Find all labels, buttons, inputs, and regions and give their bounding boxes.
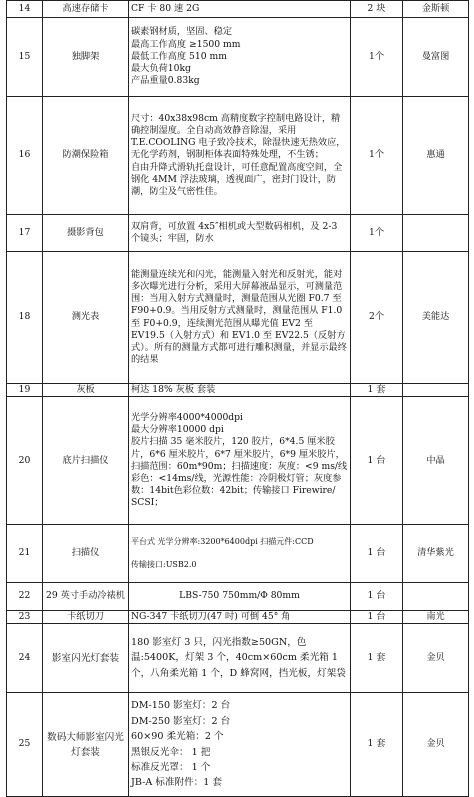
item-brand [403,215,469,252]
scanner-interface-line: 传输接口:USB2.0 [131,559,197,569]
table-row [7,582,469,610]
item-quantity: 1 套 [351,624,403,693]
item-name: 数码大师影室闪光灯套装 [43,693,129,797]
item-quantity: 1 套 [351,384,403,397]
item-number: 23 [7,610,43,623]
table-row [7,525,469,583]
item-brand: 金贝 [403,693,469,797]
item-number: 21 [7,525,43,583]
table-row [7,610,469,623]
item-quantity: 1个 [351,215,403,252]
item-spec: CF 卡 80 速 2G [129,1,351,18]
scanner-spec-line: 平台式 光学分辨率:3200*6400dpi 扫描元件:CCD [131,537,314,547]
item-number: 14 [7,1,43,18]
item-quantity: 1 台 [351,525,403,583]
table-row [7,252,469,384]
table-row [7,693,469,797]
table-row [7,624,469,693]
table-row [7,1,469,18]
item-name: 测光表 [43,252,129,384]
item-spec: 双肩背，可放置 4x5″相机或大型数码相机，及 2-3 个镜头；牢固，防水 [129,215,351,252]
item-quantity: 1 台 [351,582,403,610]
item-quantity: 1 台 [351,397,403,525]
table-row [7,215,469,252]
item-spec [129,525,351,583]
item-spec: 柯达 18% 灰板 套装 [129,384,351,397]
item-brand: 南光 [403,610,469,623]
item-spec: 能测量连续光和闪光，能测量入射光和反射光，能对多次曝光进行分析，采用大屏幕液晶显示，可测量范围：当用入射方式测量时，测量范围从光圈 F0.7 至F90+0.9。当用反射方式测量时，测量范围从 F1.0 至 F0+0.9，连续测光范围从曝光值 EV2 至 EV19.5（入射方式）和 EV1.0 至 EV22.5（反射方式）。所有的测量方式都可进行雕积测量，并显示最终的结果 [129,252,351,384]
table-row [7,397,469,525]
item-number: 19 [7,384,43,397]
item-name: 摄影背包 [43,215,129,252]
item-quantity: 1 台 [351,610,403,623]
item-brand [403,384,469,397]
item-brand: 中晶 [403,397,469,525]
table-row [7,18,469,97]
item-number: 22 [7,582,43,610]
item-name: 29 英寸手动冷裱机 [43,582,129,610]
item-spec: DM-150 影室灯：2 台 DM-250 影室灯：2 台 60×90 柔光箱：2 个 黑银反光伞： 1 把 标准反光罩： 1 个 JB-A 标准附件：1 套 [129,693,351,797]
item-brand: 曼富图 [403,18,469,97]
item-spec: 尺寸：40x38x98cm 高精度数字控制电路设计，精确控制湿度。全自动高效静音除湿，采用 T.E.COOLING 电子致冷技术，除湿快速无热效应，无化学药剂，钢制柜体表面特殊处理，不生锈； 自由升降式滑轨托盘设计，可任意配置高度空间，全钢化 4MM 浮法玻璃，透视面广，密封门设计，防潮，防尘及气密性佳。 [129,97,351,215]
item-quantity: 2 块 [351,1,403,18]
item-number: 15 [7,18,43,97]
item-quantity: 1个 [351,18,403,97]
item-spec: 光学分辨率4000*4000dpi 最大分辨率10000 dpi 胶片扫描 35 毫米胶片，120 胶片，6*4.5 厘米胶片，6*6 厘米胶片，6*7 厘米胶片，6*9 厘米胶片，扫描范围：60m*90m；扫描速度：灰度：<9 ms/线 彩色：<14ms/线，光源性能：冷阴极灯管；灰度参数：14bit色彩位数：42bit；传输接口 Firewire/ SCSI； [129,397,351,525]
item-name: 底片扫描仪 [43,397,129,525]
item-brand [403,582,469,610]
item-number: 25 [7,693,43,797]
item-spec: 碳素钢材质，坚固、稳定 最高工作高度 ≥1500 mm 最低工作高度 510 mm 最大负荷10kg 产品重量0.83kg [129,18,351,97]
item-name: 扫描仪 [43,525,129,583]
item-brand: 清华紫光 [403,525,469,583]
item-name: 灰板 [43,384,129,397]
item-number: 24 [7,624,43,693]
item-spec: NG-347 卡纸切刀(47 吋) 可倒 45° 角 [129,610,351,623]
item-name: 独脚架 [43,18,129,97]
item-brand: 金贝 [403,624,469,693]
item-name: 卡纸切刀 [43,610,129,623]
item-quantity: 1个 [351,97,403,215]
table-row [7,384,469,397]
item-name: 高速存储卡 [43,1,129,18]
item-spec: 180 影室灯 3 只，闪光指数≥50GN，色温:5400K，灯架 3 个，40cm×60cm 柔光箱 1 个，八角柔光箱 1 个，D 蜂窝网，挡光板，灯架袋 [129,624,351,693]
item-number: 17 [7,215,43,252]
item-name: 影室闪光灯套装 [43,624,129,693]
item-name: 防潮保险箱 [43,97,129,215]
item-quantity: 1 套 [351,693,403,797]
item-spec: LBS-750 750mm/Φ 80mm [129,582,351,610]
item-number: 18 [7,252,43,384]
table-row [7,97,469,215]
equipment-table [6,0,469,797]
item-brand: 美能达 [403,252,469,384]
item-number: 20 [7,397,43,525]
item-quantity: 2个 [351,252,403,384]
item-brand: 金斯顿 [403,1,469,18]
item-brand: 惠通 [403,97,469,215]
item-number: 16 [7,97,43,215]
